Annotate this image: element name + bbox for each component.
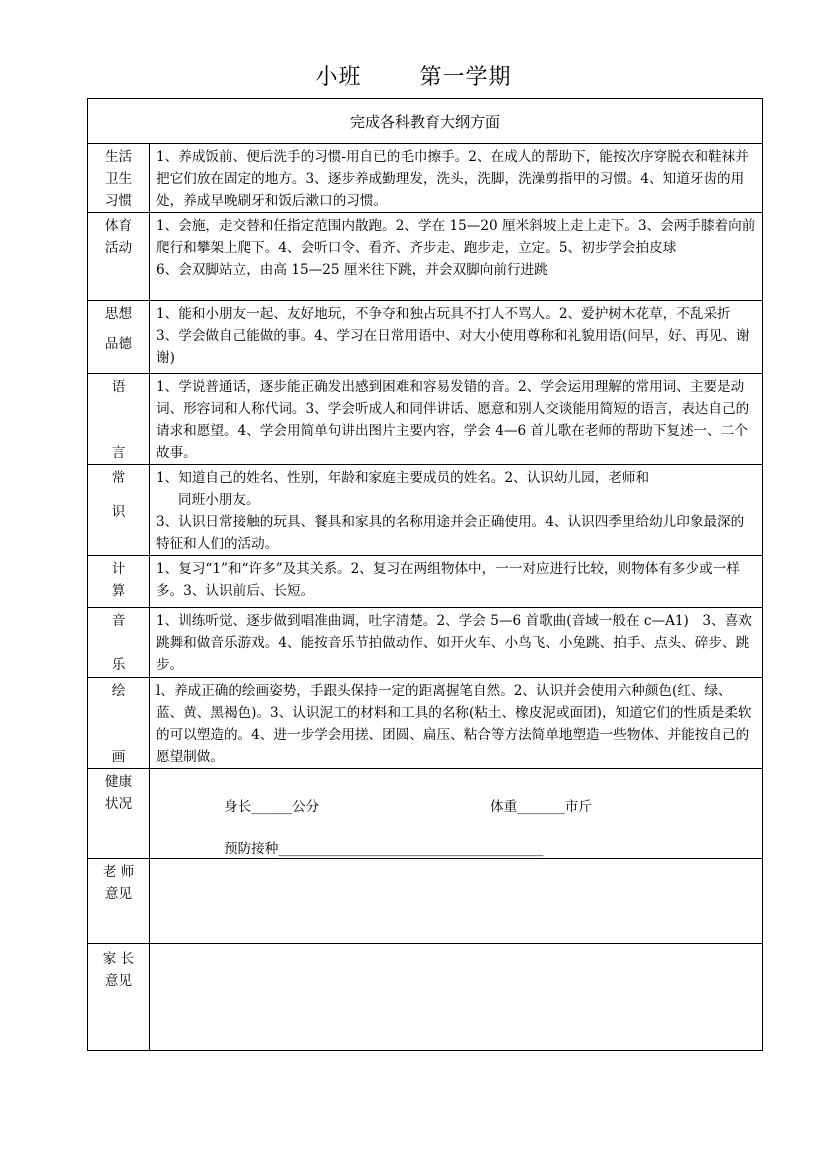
row-label — [88, 678, 150, 769]
page-title — [0, 60, 827, 91]
content-paragraph: 同班小朋友。 — [178, 492, 260, 508]
row-label — [88, 374, 150, 465]
label-line: 意见 — [104, 973, 133, 989]
row-label — [88, 465, 150, 556]
row-label — [88, 213, 150, 301]
row-label — [88, 556, 150, 608]
label-line: 音 — [111, 613, 126, 629]
label-line: 卫生 — [104, 171, 133, 187]
table-row — [88, 608, 763, 678]
label-line: 绘 — [111, 683, 126, 699]
row-label — [88, 144, 150, 213]
table-header-row — [88, 99, 763, 144]
parent-comment-field[interactable] — [150, 944, 763, 1051]
content-paragraph: 6、会双脚站立，由高 15—25 厘米往下跳，并会双脚向前行进跳 — [156, 262, 548, 278]
table-row — [88, 465, 763, 556]
content-paragraph: 3、认识日常接触的玩具、餐具和家具的名称用途并会正确使用。4、认识四季里给幼儿印象最深的特征和人们的活动。 — [156, 514, 745, 552]
row-content — [150, 213, 763, 301]
content-paragraph: 1、会施，走交替和任指定范围内散跑。2、学在 15—20 厘米斜坡上走上走下。3、会两手膝着向前爬行和攀架上爬下。4、会听口令、看齐、齐步走、跑步走，立定。5、初步学会拍皮球 — [156, 218, 756, 256]
row-content: l、养成正确的绘画姿势，手跟头保持一定的距离握笔自然。2、认识并会使用六种颜色(红、绿、蓝、黄、黑褐色)。3、认识泥工的材料和工具的名称(粘土、橡皮泥或面团)，知道它们的性质是柔软的可以塑造的。4、进一步学会用搓、团圆、扁压、粘合等方法简单地塑造一些物体、并能按自己的愿望制做。 — [150, 678, 763, 769]
label-line: 品德 — [104, 336, 133, 352]
table-row — [88, 374, 763, 465]
table-row — [88, 556, 763, 608]
label-line: 状况 — [104, 796, 133, 812]
table-row — [88, 301, 763, 374]
row-label — [88, 944, 150, 1051]
label-line: 老 师 — [102, 864, 135, 880]
table-row — [88, 213, 763, 301]
row-label — [88, 769, 150, 859]
label-line: 语 — [111, 379, 126, 395]
row-label — [88, 608, 150, 678]
label-line: 思想 — [104, 306, 133, 322]
label-line: 家 长 — [102, 951, 135, 967]
parent-row — [88, 944, 763, 1051]
label-line: 算 — [111, 583, 126, 599]
label-line: 画 — [111, 749, 126, 765]
vaccine-field[interactable]: 预防接种_______________________________________ — [224, 841, 544, 857]
label-line: 生活 — [104, 149, 133, 165]
table-header: 完成各科教育大纲方面 — [88, 99, 763, 144]
row-content: 1、训练听觉、逐步做到唱准曲调，吐字清楚。2、学会 5—6 首歌曲(音域一般在 c—A1) 3、喜欢跳舞和做音乐游戏。4、能按音乐节拍做动作、如开火车、小鸟飞、小兔跳、拍手、点头、碎步、跳步。 — [150, 608, 763, 678]
weight-field[interactable]: 体重_______市斤 — [490, 799, 592, 815]
title-class: 小班 — [315, 65, 362, 90]
label-line: 体育 — [104, 218, 133, 234]
row-content: 1、复习“1”和“许多”及其关系。2、复习在两组物体中，一一对应进行比较，则物体有多少或一样多。3、认识前后、长短。 — [150, 556, 763, 608]
row-content — [150, 465, 763, 556]
teacher-row — [88, 859, 763, 944]
height-field[interactable]: 身长______公分 — [224, 799, 320, 815]
label-line: 意见 — [104, 886, 133, 902]
row-content: 1、养成饭前、便后洗手的习惯-用自已的毛巾擦手。2、在成人的帮助下，能按次序穿脱衣和鞋袜并把它们放在固定的地方。3、逐步养成勤理发，洗头，洗脚，洗澡剪指甲的习惯。4、知道牙齿的用处，养成早晚刷牙和饭后漱口的习惯。 — [150, 144, 763, 213]
curriculum-table — [87, 98, 763, 1051]
row-label — [88, 859, 150, 944]
label-line: 常 — [111, 470, 126, 486]
table-row — [88, 144, 763, 213]
label-line: 活动 — [104, 240, 133, 256]
row-content: 1、学说普通话，逐步能正确发出感到困难和容易发错的音。2、学会运用理解的常用词、主要是动词、形容词和人称代词。3、学会听成人和同伴讲话、愿意和别人交谈能用简短的语言，表达自己的请求和愿望。4、学会用简单句讲出图片主要内容，学会 4—6 首儿歌在老师的帮助下复述一、二个故事。 — [150, 374, 763, 465]
content-paragraph: 1、知道自己的姓名、性别，年龄和家庭主要成员的姓名。2、认识幼儿园，老师和 — [156, 470, 650, 486]
row-content: 1、能和小朋友一起、友好地玩，不争夺和独占玩具不打人不骂人。2、爱护树木花草，不乱采折 3、学会做自己能做的事。4、学习在日常用语中、对大小使用尊称和礼貌用语(问早，好、再见、谢谢) — [150, 301, 763, 374]
label-line: 健康 — [104, 774, 133, 790]
title-term: 第一学期 — [419, 65, 512, 90]
label-line: 乐 — [111, 657, 126, 673]
table-row — [88, 678, 763, 769]
health-row — [88, 769, 763, 859]
label-line: 识 — [111, 504, 126, 520]
teacher-comment-field[interactable] — [150, 859, 763, 944]
row-label — [88, 301, 150, 374]
health-content — [150, 769, 763, 859]
label-line: 计 — [111, 561, 126, 577]
label-line: 言 — [111, 445, 126, 461]
label-line: 习惯 — [104, 193, 133, 209]
